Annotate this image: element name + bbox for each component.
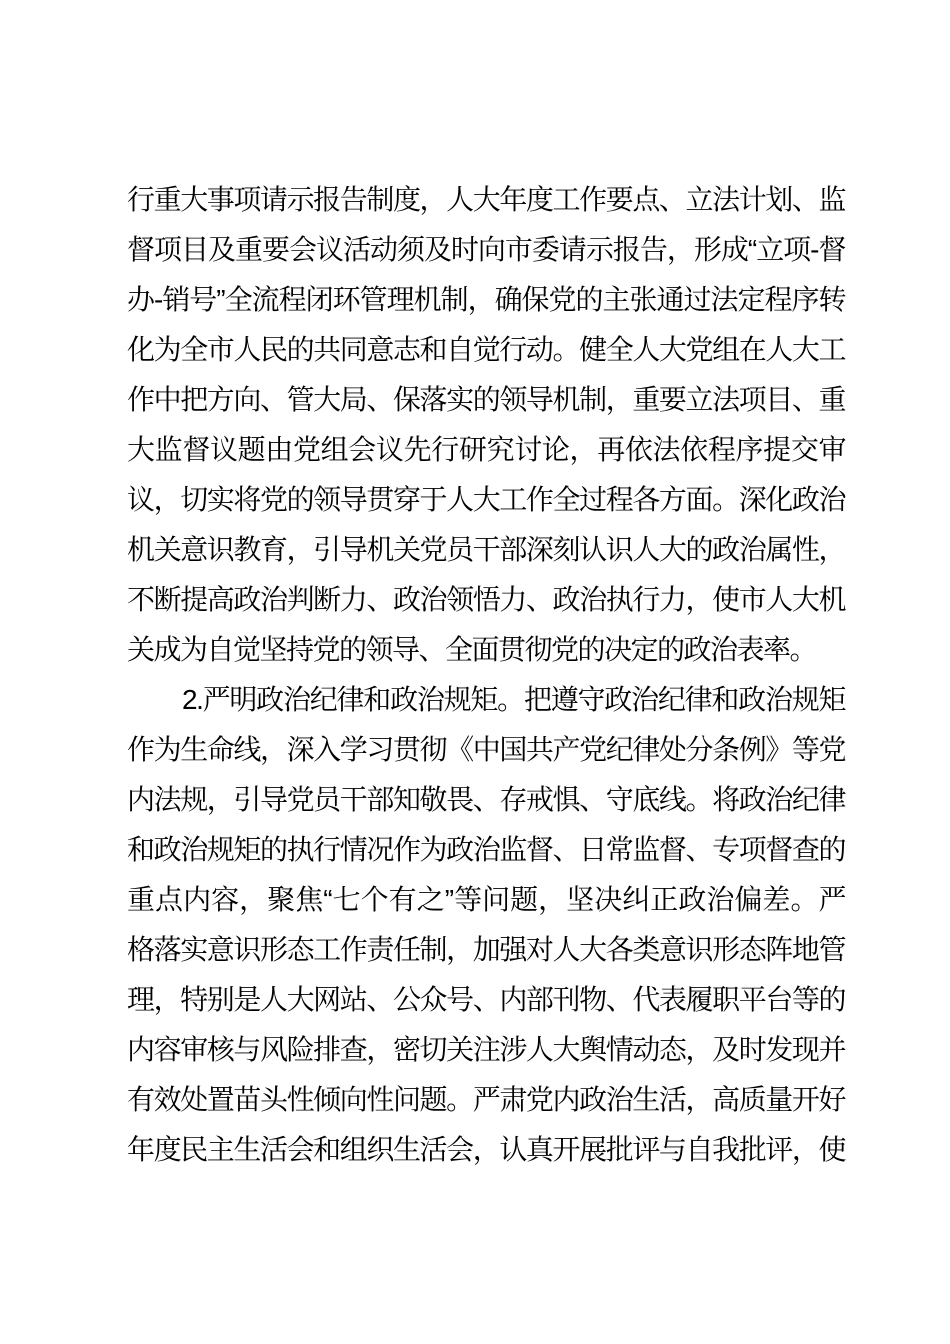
text-line: 大监督议题由党组会议先行研究讨论，再依法依程序提交审 bbox=[127, 434, 845, 465]
text-line: 议，切实将党的领导贯穿于人大工作全过程各方面。深化政治 bbox=[127, 484, 845, 515]
text-line: 内法规，引导党员干部知敬畏、存戒惧、守底线。将政治纪律 bbox=[127, 784, 845, 815]
text-line: 不断提高政治判断力、政治领悟力、政治执行力，使市人大机 bbox=[127, 584, 845, 615]
paragraph-item-2 bbox=[127, 675, 845, 1175]
text-line: 格落实意识形态工作责任制，加强对人大各类意识形态阵地管 bbox=[127, 934, 845, 965]
text-line: 化为全市人民的共同意志和自觉行动。健全人大党组在人大工 bbox=[127, 334, 845, 365]
text-line: 督项目及重要会议活动须及时向市委请示报告，形成“立项-督 bbox=[127, 234, 845, 265]
text-line: 重点内容，聚焦“七个有之”等问题，坚决纠正政治偏差。严 bbox=[127, 884, 845, 915]
text-line: 和政治规矩的执行情况作为政治监督、日常监督、专项督查的 bbox=[127, 834, 845, 865]
document-text-block bbox=[127, 175, 845, 1175]
text-line: 机关意识教育，引导机关党员干部深刻认识人大的政治属性， bbox=[127, 534, 845, 565]
text-line: 作为生命线，深入学习贯彻《中国共产党纪律处分条例》等党 bbox=[127, 734, 845, 765]
text-line: 内容审核与风险排查，密切关注涉人大舆情动态，及时发现并 bbox=[127, 1034, 845, 1065]
text-line: 关成为自觉坚持党的领导、全面贯彻党的决定的政治表率。 bbox=[127, 634, 817, 665]
text-line: 理，特别是人大网站、公众号、内部刊物、代表履职平台等的 bbox=[127, 984, 845, 1015]
text-line: 2.严明政治纪律和政治规矩。把遵守政治纪律和政治规矩 bbox=[182, 684, 845, 715]
text-line: 办-销号”全流程闭环管理机制，确保党的主张通过法定程序转 bbox=[127, 284, 845, 315]
text-line: 有效处置苗头性倾向性问题。严肃党内政治生活，高质量开好 bbox=[127, 1084, 845, 1115]
text-line: 年度民主生活会和组织生活会，认真开展批评与自我批评，使 bbox=[127, 1134, 845, 1165]
paragraph-continuation bbox=[127, 175, 845, 675]
text-line: 行重大事项请示报告制度，人大年度工作要点、立法计划、监 bbox=[127, 184, 845, 215]
text-line: 作中把方向、管大局、保落实的领导机制，重要立法项目、重 bbox=[127, 384, 845, 415]
